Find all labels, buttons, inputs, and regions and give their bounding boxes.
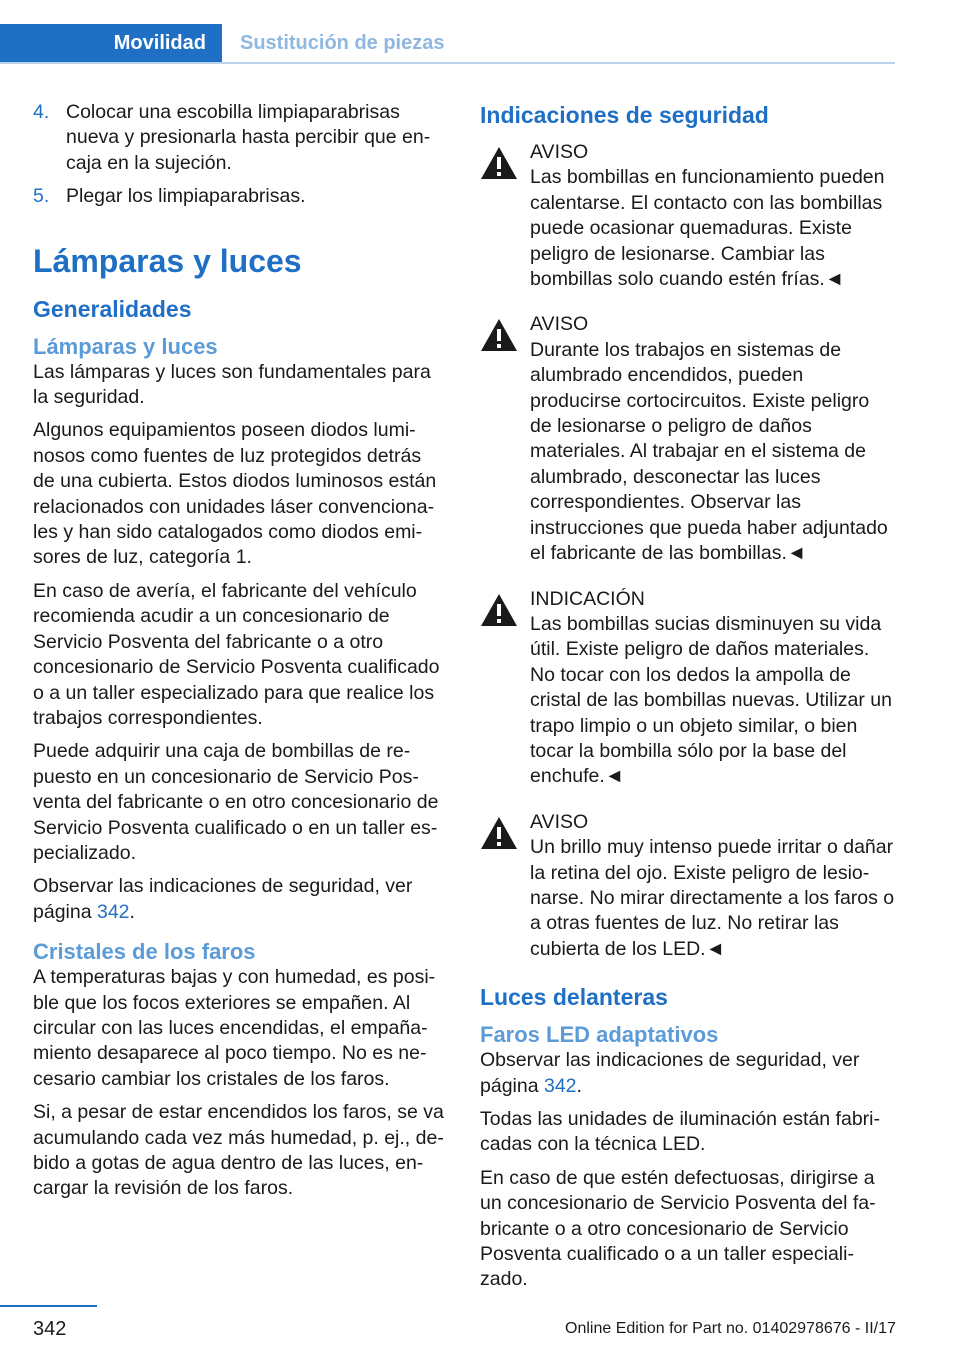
right-column xyxy=(480,100,895,1301)
step-item xyxy=(33,184,445,209)
paragraph-end: . xyxy=(576,1074,582,1097)
warning-text: Un brillo muy intenso puede irritar o dañar la retina del ojo. Existe peligro de lesionarse. No mirar directamente a los faros o a otras fuentes de luz. No retirar las cubierta de los LED.◄ xyxy=(530,836,895,960)
paragraph-text: Observar las indicaciones de seguridad, ver página xyxy=(480,1049,860,1097)
warning-text: Las bombillas en funcionamiento pueden calentarse. El contacto con las bombillas puede ocasionar quemaduras. Existe peligro de lesionarse. Cambiar las bombillas solo cuando estén frías.◄ xyxy=(530,166,885,291)
warning-header xyxy=(480,312,895,566)
step-number: 4. xyxy=(33,101,50,123)
edition-note: Online Edition for Part no. 01402978676 - II/17 xyxy=(565,1320,896,1337)
footer-rule xyxy=(0,1305,97,1307)
paragraph xyxy=(33,874,445,925)
page-link[interactable]: 342 xyxy=(96,900,130,923)
warning-header xyxy=(480,810,895,962)
warning-triangle-icon xyxy=(480,318,518,352)
section-tab: Sustitución de piezas xyxy=(240,31,445,54)
chapter-tab: Movilidad xyxy=(0,24,222,62)
paragraph: En caso de que estén defectuosas, dirigirse a un concesionario de Servicio Posventa del fabricante o a otro concesionario de Servicio Posventa cualificado o a un taller especializado. xyxy=(480,1166,876,1291)
page-header xyxy=(0,0,895,64)
warning-label: AVISO xyxy=(530,313,589,336)
page-link[interactable]: 342 xyxy=(543,1074,577,1097)
step-number: 5. xyxy=(33,185,50,208)
section-heading-general: Generalidades xyxy=(33,295,192,322)
step-text: Colocar una escobilla limpiaparabrisas nueva y presionarla hasta percibir que encaja en la sujeción. xyxy=(66,101,431,174)
warning-text: Durante los trabajos en sistemas de alumbrado encendidos, pueden producirse cortocircuitos. Existe peligro de lesionarse o peligro de daños materiales. Al trabajar en el sistema de alumbrado, desconectar las luces correspondientes. Observar las instrucciones que pueda haber adjuntado el fabricante de las bombillas.◄ xyxy=(530,338,888,565)
paragraph: Si, a pesar de estar encendidos los faros, se va acumulando cada vez más humedad, p. ej., debido a gotas de agua dentro de las luces, encargar la revisión de los faros. xyxy=(33,1101,444,1200)
warning-triangle-icon xyxy=(480,146,518,180)
chapter-heading: Lámparas y luces xyxy=(33,242,302,279)
warning-block xyxy=(480,312,895,566)
warning-label: AVISO xyxy=(530,810,589,833)
warning-triangle-icon xyxy=(480,816,518,850)
warning-block xyxy=(480,810,895,962)
warning-text: Las bombillas sucias disminuyen su vida útil. Existe peligro de daños materiales. No tocar con los dedos la ampolla de cristal de las bombillas nuevas. Utilizar un trapo limpio o un objeto similar, o bien tocar la bombilla sólo por la base del enchufe.◄ xyxy=(530,612,892,788)
section-heading-safety: Indicaciones de seguridad xyxy=(480,102,769,128)
warning-header xyxy=(480,587,895,790)
paragraph xyxy=(480,1048,895,1099)
paragraph: Todas las unidades de iluminación están fabricadas con la técnica LED. xyxy=(480,1108,880,1156)
subsection-heading-lamps: Lámparas y luces xyxy=(33,333,218,359)
warning-label: INDICACIÓN xyxy=(530,587,645,610)
paragraph: Algunos equipamientos poseen diodos luminosos como fuentes de luz protegidos detrás de una cubierta. Estos diodos luminosos están relacionados con unidades láser convencionales y han sido catalogados como diodos emisores de luz, categoría 1. xyxy=(33,419,437,569)
paragraph: A temperaturas bajas y con humedad, es posible que los focos exteriores se empañen. Al circular con las luces encendidas, el empañamiento desaparece al poco tiempo. No es necesario cambiar los cristales de los faros. xyxy=(33,966,436,1090)
paragraph-end: . xyxy=(129,900,135,923)
step-text: Plegar los limpiaparabrisas. xyxy=(66,185,306,208)
warning-block xyxy=(480,587,895,790)
warning-label: AVISO xyxy=(530,141,589,163)
subsection-heading-lens: Cristales de los faros xyxy=(33,939,256,965)
paragraph-text: Observar las indicaciones de seguridad, ver página xyxy=(33,875,413,923)
warning-block xyxy=(480,140,895,292)
section-heading-front-lights: Luces delanteras xyxy=(480,984,668,1011)
step-item xyxy=(33,100,445,176)
paragraph: En caso de avería, el fabricante del vehículo recomienda acudir a un concesionario de Servicio Posventa del fabricante o a otro concesionario de Servicio Posventa cualificado o a un taller especializado para que realice los trabajos correspondientes. xyxy=(33,579,440,729)
subsection-heading-led: Faros LED adaptativos xyxy=(480,1022,719,1048)
warning-header xyxy=(480,140,895,292)
warning-triangle-icon xyxy=(480,593,518,627)
page-number: 342 xyxy=(33,1318,67,1340)
paragraph: Las lámparas y luces son fundamentales para la seguridad. xyxy=(33,360,431,409)
left-column xyxy=(33,100,445,1210)
paragraph: Puede adquirir una caja de bombillas de repuesto en un concesionario de Servicio Posventa del fabricante o en otro concesionario de Servicio Posventa cualificado o en un taller especializado. xyxy=(33,740,439,864)
